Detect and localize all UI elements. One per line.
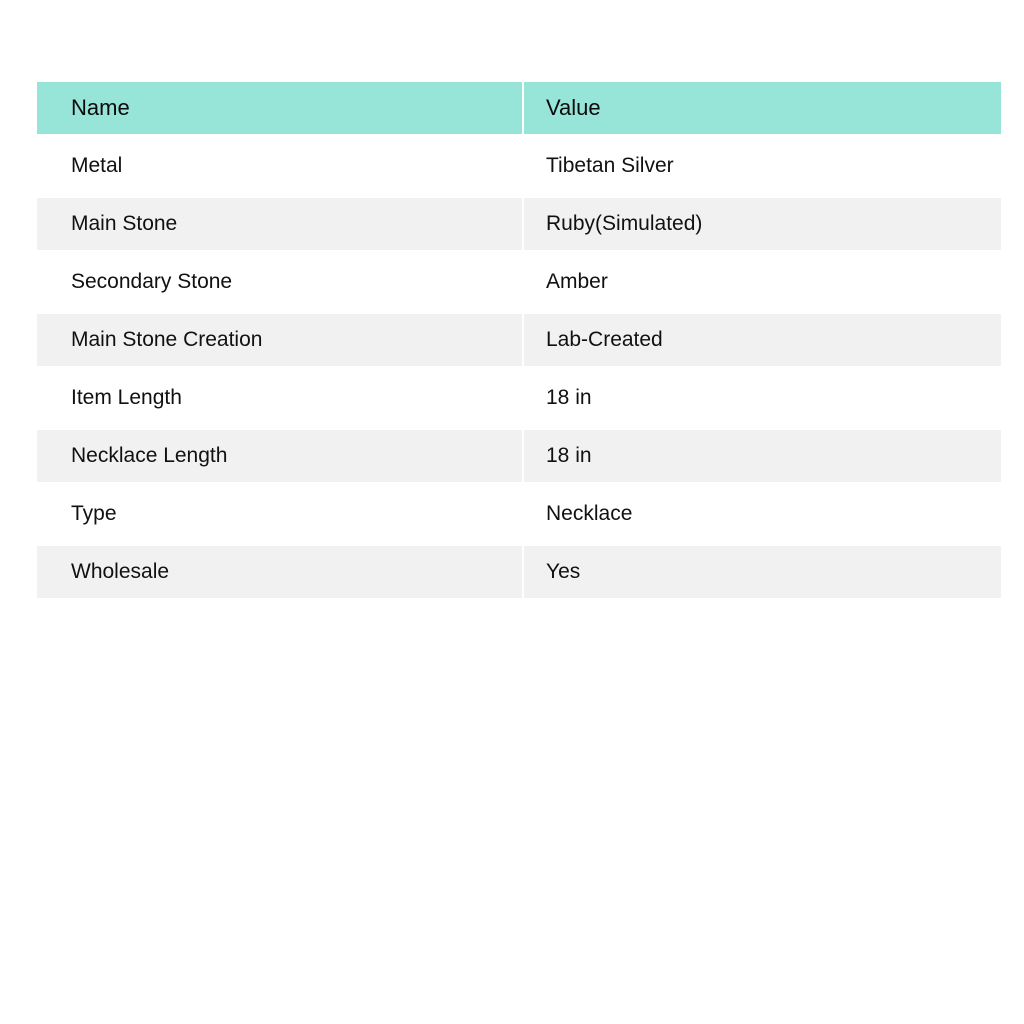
table-row [37,250,1001,314]
cell-name: Wholesale [37,546,523,598]
table-row [37,314,1001,366]
cell-name: Main Stone [37,198,523,250]
table-row [37,546,1001,598]
column-header-value: Value [546,95,601,120]
cell-name: Type [37,482,523,546]
cell-value: 18 in [546,444,592,467]
cell-value: Amber [546,270,608,293]
cell-name: Item Length [37,366,523,430]
table-row [37,198,1001,250]
table-header [37,82,1001,134]
table-body [37,134,1001,598]
table-row [37,482,1001,546]
cell-name: Necklace Length [37,430,523,482]
cell-name: Secondary Stone [37,250,523,314]
cell-value: Lab-Created [546,328,663,351]
cell-value: Yes [546,560,581,583]
cell-value: Ruby(Simulated) [546,212,703,235]
table-row [37,430,1001,482]
table-row [37,134,1001,198]
cell-name: Main Stone Creation [37,314,523,366]
cell-value: Necklace [546,502,633,525]
table-row [37,366,1001,430]
cell-value: Tibetan Silver [546,154,674,177]
cell-name: Metal [37,134,523,198]
cell-value: 18 in [546,386,592,409]
column-header-name: Name [37,82,523,134]
header-row [37,82,1001,134]
specifications-table [37,82,1001,598]
